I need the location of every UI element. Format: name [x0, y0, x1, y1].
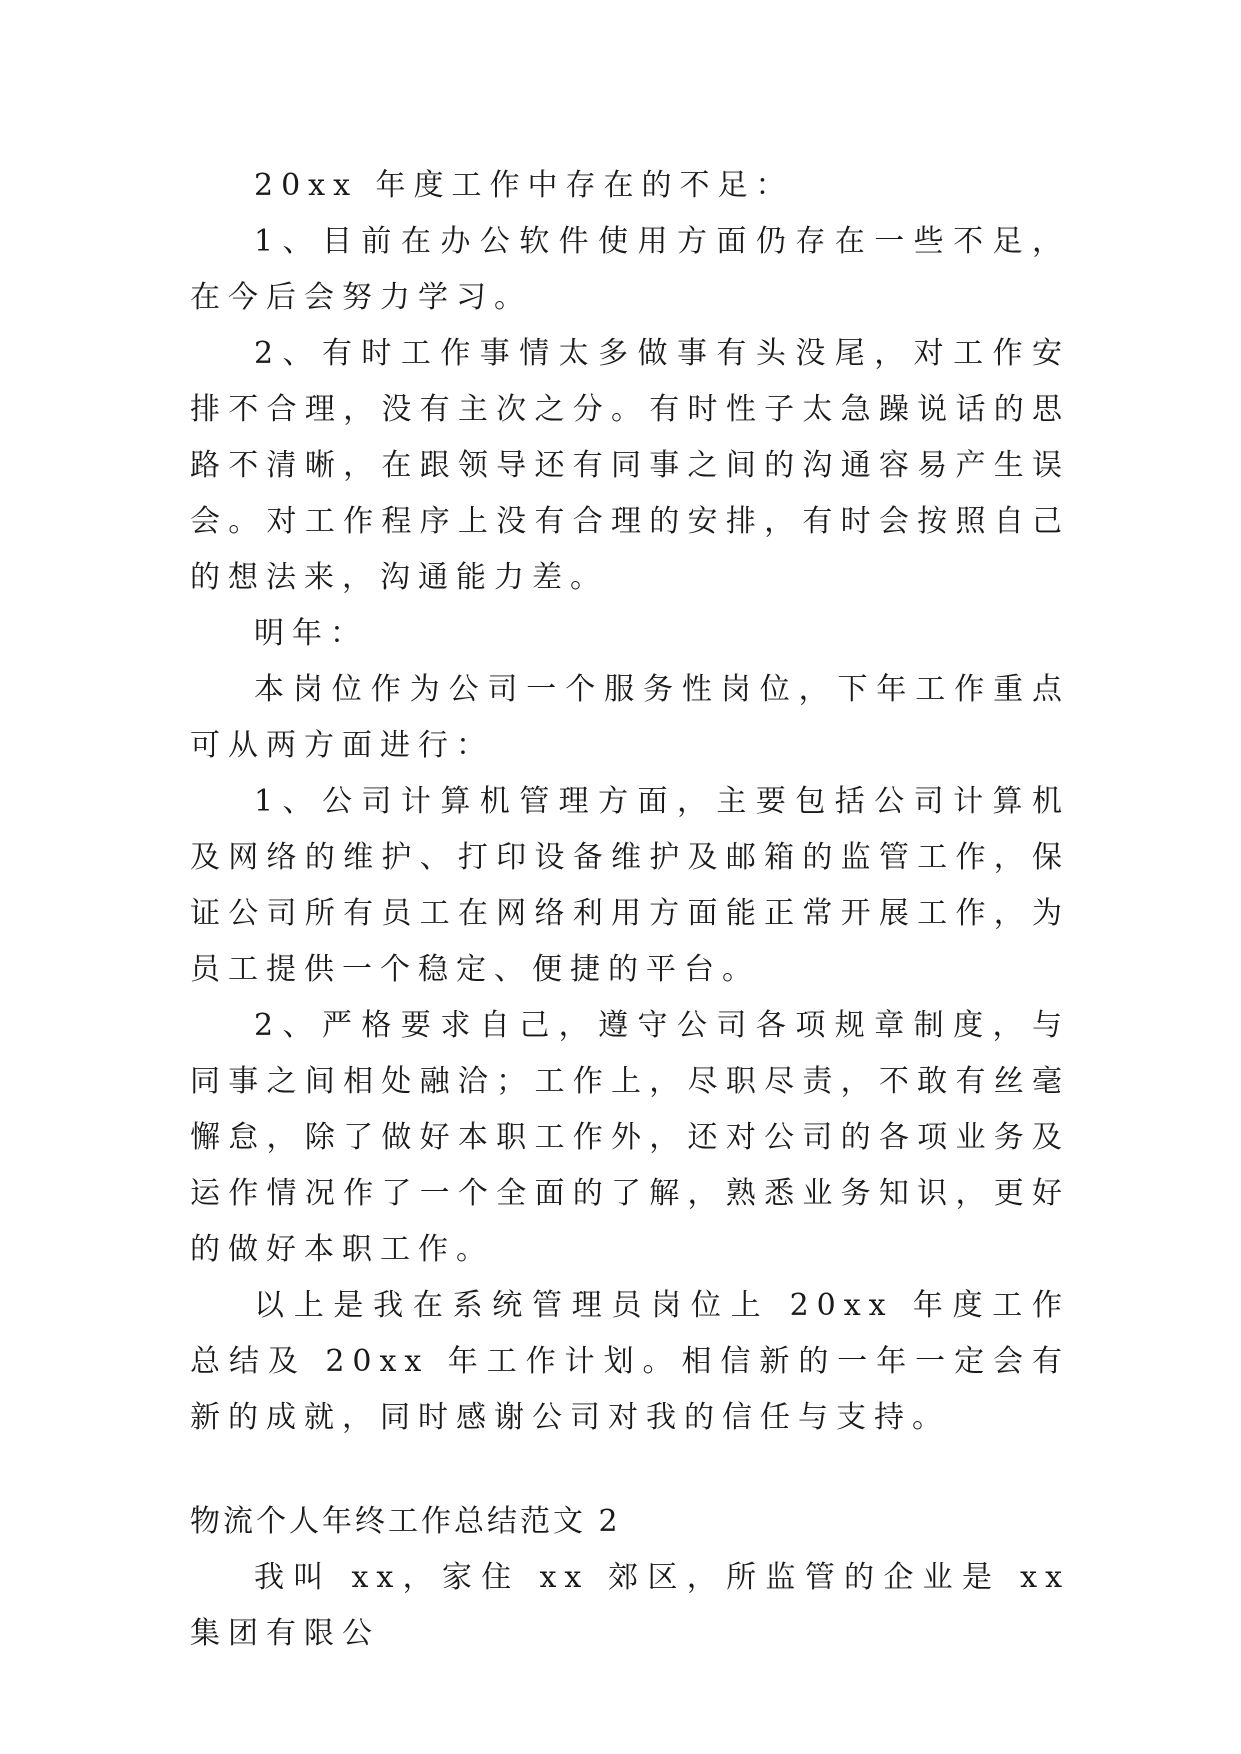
paragraph-plan-2: 2、严格要求自己，遵守公司各项规章制度，与同事之间相处融洽；工作上，尽职尽责，不敢有丝毫懈怠，除了做好本职工作外，还对公司的各项业务及运作情况作了一个全面的了解，熟悉业务知识，更好的做好本职工作。 [190, 1008, 1070, 1267]
paragraph-next-year-heading: 明年： [254, 616, 368, 651]
paragraph-shortcoming-2: 2、有时工作事情太多做事有头没尾，对工作安排不合理，没有主次之分。有时性子太急躁说话的思路不清晰，在跟领导还有同事之间的沟通容易产生误会。对工作程序上没有合理的安排，有时会按照自己的想法来，沟通能力差。 [190, 336, 1070, 595]
section-heading: 物流个人年终工作总结范文 2 [190, 1504, 621, 1539]
paragraph-shortcomings-heading: 20xx 年度工作中存在的不足： [254, 168, 794, 203]
paragraph-shortcoming-1: 1、目前在办公软件使用方面仍存在一些不足，在今后会努力学习。 [190, 224, 1070, 315]
paragraph-next-year-intro: 本岗位作为公司一个服务性岗位，下年工作重点可从两方面进行： [190, 672, 1070, 763]
paragraph-plan-1: 1、公司计算机管理方面，主要包括公司计算机及网络的维护、打印设备维护及邮箱的监管工作，保证公司所有员工在网络利用方面能正常开展工作，为员工提供一个稳定、便捷的平台。 [190, 784, 1070, 987]
document-body [190, 158, 1070, 1662]
paragraph-conclusion: 以上是我在系统管理员岗位上 20xx 年度工作总结及 20xx 年工作计划。相信新的一年一定会有新的成就，同时感谢公司对我的信任与支持。 [190, 1288, 1070, 1435]
paragraph-intro-2: 我叫 xx，家住 xx 郊区，所监管的企业是 xx 集团有限公 [190, 1560, 1070, 1651]
